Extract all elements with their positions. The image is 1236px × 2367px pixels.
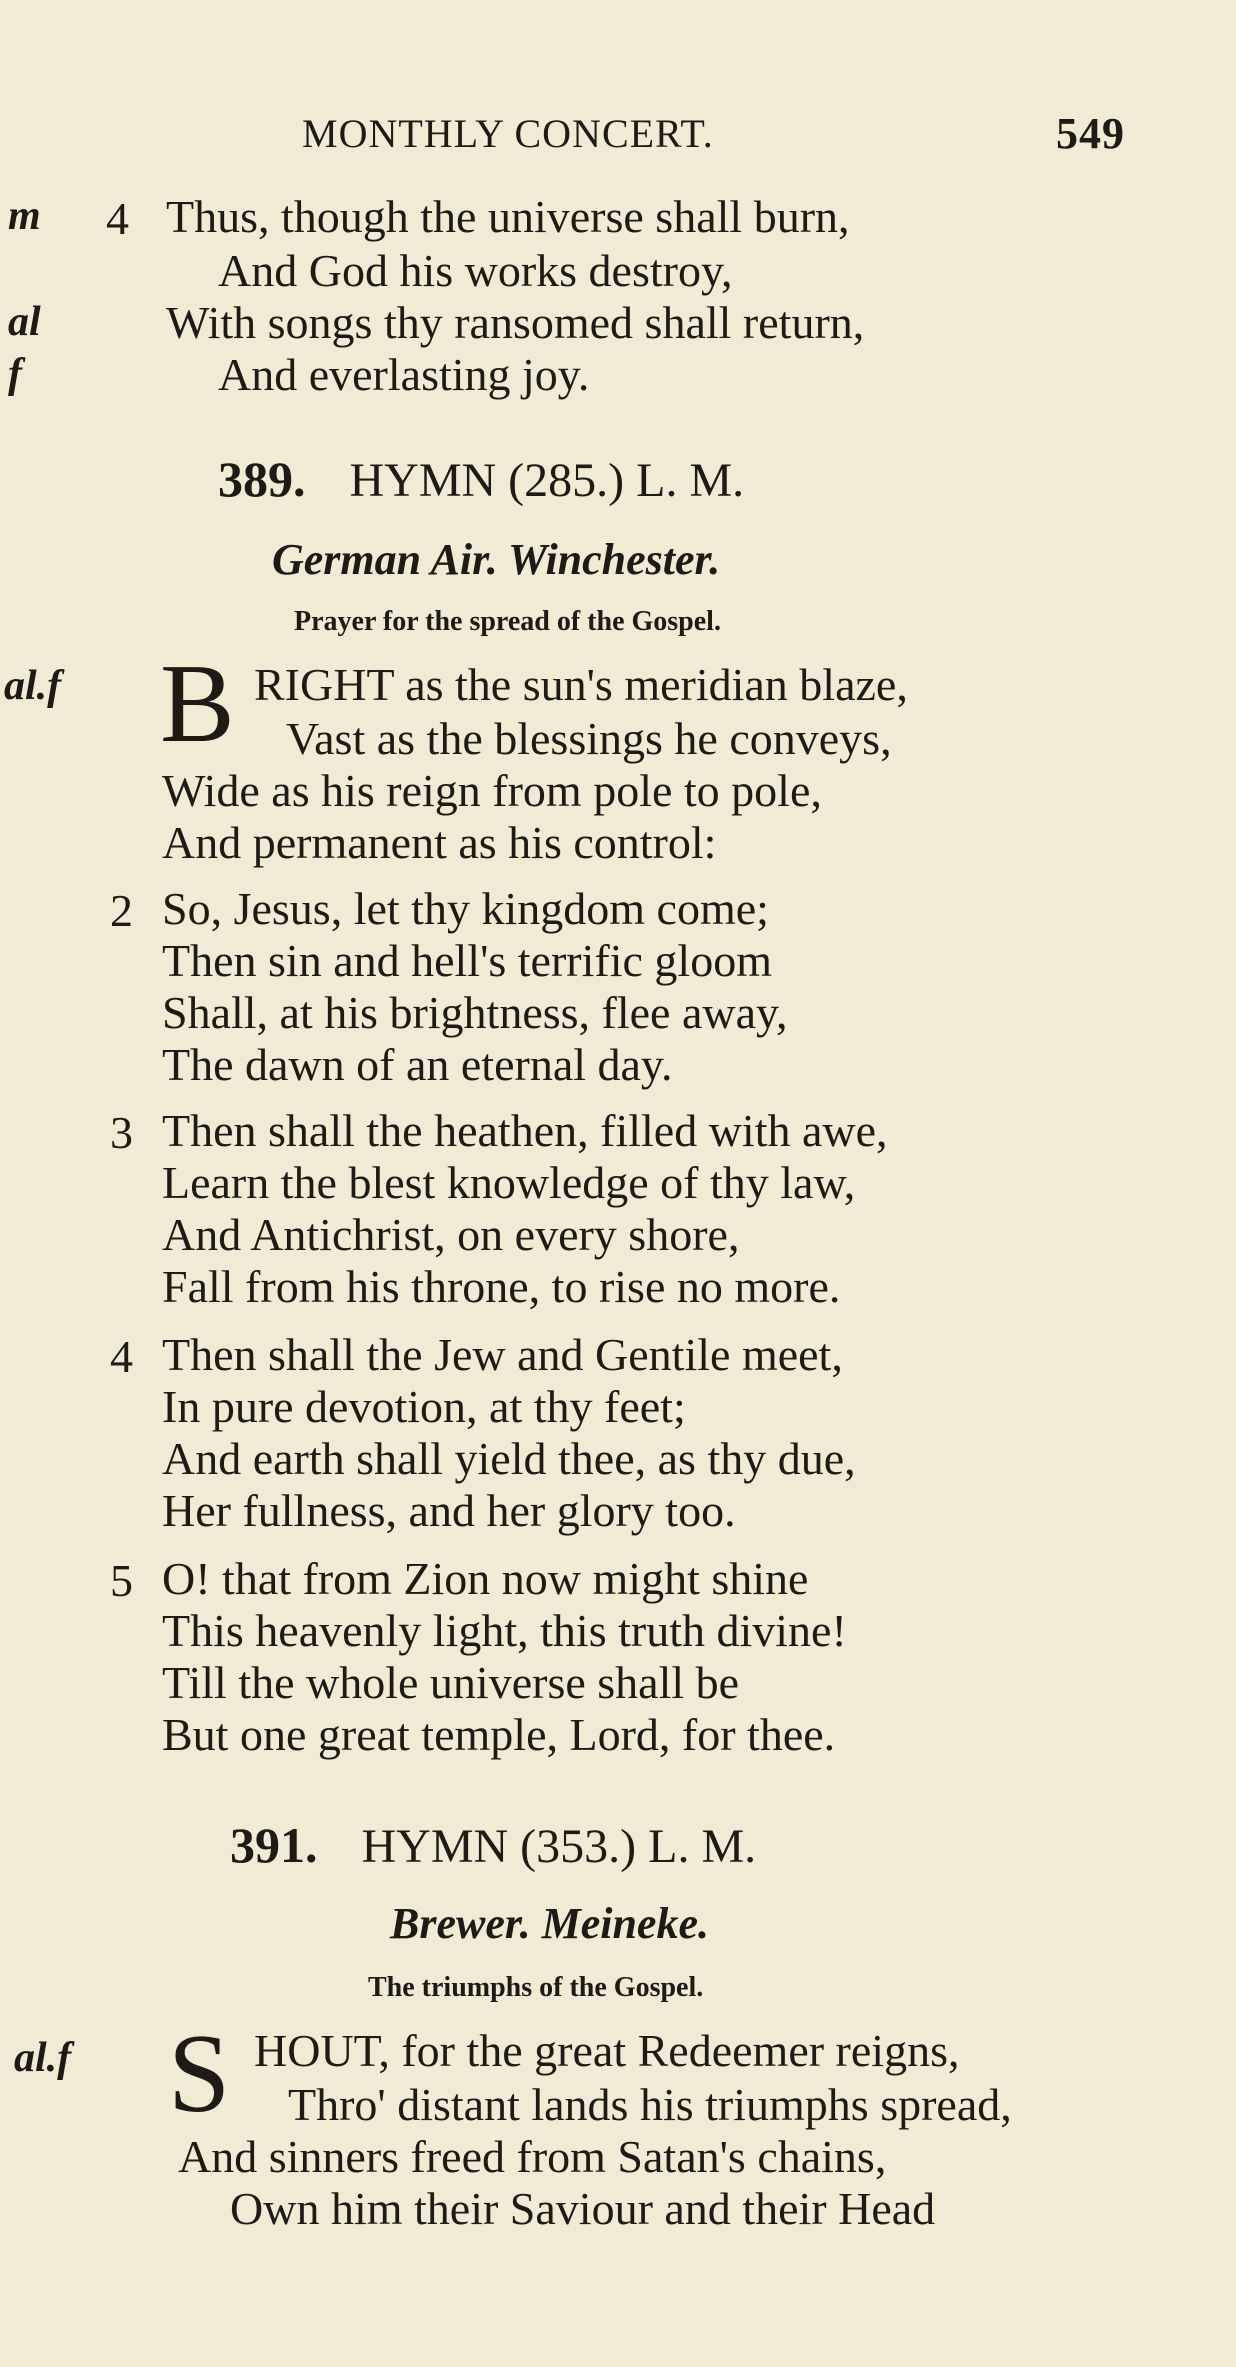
verse-line: This heavenly light, this truth divine! [162,1605,847,1656]
verse-line: Thus, though the universe shall burn, [166,191,850,242]
page-number: 549 [1056,109,1125,158]
hymn-title: HYMN (285.) L. M. [349,454,745,507]
verse-line: Wide as his reign from pole to pole, [162,765,822,816]
verse-line: And God his works destroy, [218,245,733,296]
verse-line: And sinners freed from Satan's chains, [178,2131,887,2182]
verse-line: Thro' distant lands his triumphs spread, [288,2079,1012,2130]
dynamic-mark: al.f [4,663,62,709]
verse-number: 5 [110,1555,133,1606]
tune-names: German Air. Winchester. [272,535,721,584]
hymn-heading [218,450,744,508]
running-head: MONTHLY CONCERT. [302,111,714,156]
dynamic-mark: m [8,193,41,239]
verse-number: 3 [110,1107,133,1158]
hymn-title: HYMN (353.) L. M. [361,1820,757,1873]
verse-line: RIGHT as the sun's meridian blaze, [254,659,908,710]
verse-line: And earth shall yield thee, as thy due, [162,1433,856,1484]
verse-number: 4 [110,1331,133,1382]
verse-line: Own him their Saviour and their Head [230,2183,936,2234]
verse-line: But one great temple, Lord, for thee. [162,1709,836,1760]
verse-line: HOUT, for the great Redeemer reigns, [254,2025,960,2076]
verse-line: Then shall the Jew and Gentile meet, [162,1329,843,1380]
drop-cap: S [168,2012,231,2136]
dynamic-mark: f [8,351,22,397]
dynamic-mark: al [8,299,41,345]
verse-line: Then shall the heathen, filled with awe, [162,1105,888,1156]
hymn-heading [230,1816,756,1874]
hymn-number: 389. [218,451,306,507]
verse-line: So, Jesus, let thy kingdom come; [162,883,769,934]
verse-line: O! that from Zion now might shine [162,1553,809,1604]
verse-line: Fall from his throne, to rise no more. [162,1261,841,1312]
verse-line: Till the whole universe shall be [162,1657,740,1708]
verse-line: The dawn of an eternal day. [162,1039,673,1090]
verse-line: In pure devotion, at thy feet; [162,1381,686,1432]
verse-line: And Antichrist, on every shore, [162,1209,740,1260]
verse-line: Vast as the blessings he conveys, [286,713,892,764]
verse-number: 2 [110,885,133,936]
verse-line: With songs thy ransomed shall return, [166,297,865,348]
verse-line: Shall, at his brightness, flee away, [162,987,788,1038]
tune-names: Brewer. Meineke. [390,1899,709,1948]
hymn-subject: The triumphs of the Gospel. [368,1972,704,2003]
verse-line: Then sin and hell's terrific gloom [162,935,772,986]
verse-line: And permanent as his control: [162,817,717,868]
hymn-number: 391. [230,1817,318,1873]
verse-line: And everlasting joy. [218,349,590,400]
verse-number: 4 [106,193,129,244]
hymn-subject: Prayer for the spread of the Gospel. [294,606,721,637]
verse-line: Her fullness, and her glory too. [162,1485,736,1536]
verse-line: Learn the blest knowledge of thy law, [162,1157,856,1208]
dynamic-mark: al.f [14,2035,72,2081]
drop-cap: B [160,642,235,766]
